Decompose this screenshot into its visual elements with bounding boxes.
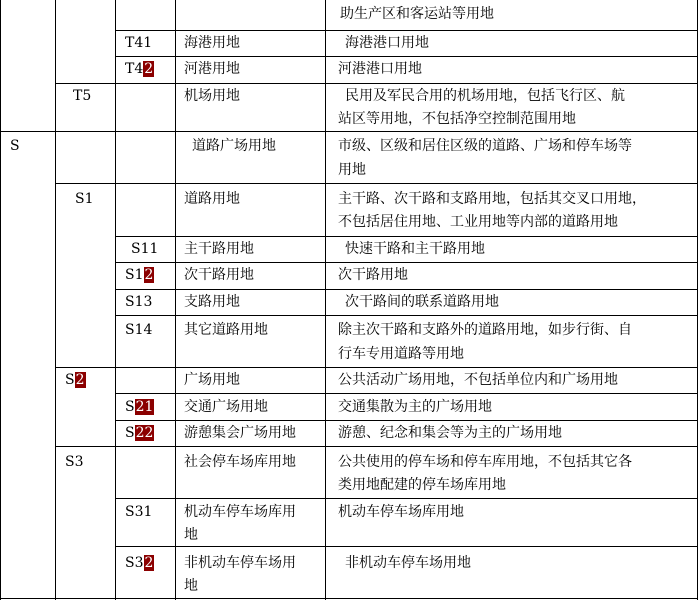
row-description: 助生产区和客运站等用地 [340,6,494,22]
code-level2: S1 [75,191,94,207]
land-use-name: 机场用地 [184,88,240,104]
row-description: 站区等用地，不包括净空控制范围用地 [338,111,576,127]
land-use-name: 非机动车停车场用 [184,555,296,571]
land-use-name: 游憩集会广场用地 [184,425,296,441]
row-description: 主干路、次干路和支路用地，包括其交叉口用地， [338,191,646,207]
row-description: 海港港口用地 [345,35,429,51]
land-use-name: 主干路用地 [184,241,254,257]
land-use-name: 交通广场用地 [184,399,268,415]
row-description: 快速干路和主干路用地 [345,241,485,257]
highlight-mark: 2 [75,372,85,388]
highlight-mark: 2 [144,555,154,571]
land-use-name: 广场用地 [184,372,240,388]
grid-line [115,393,697,394]
grid-line [325,0,326,600]
grid-line [0,0,1,600]
row-description: 市级、区级和居住区级的道路、广场和停车场等 [338,138,632,154]
grid-line [55,0,56,600]
highlight-mark: 21 [135,399,154,415]
code-level2: S2 [65,372,85,388]
grid-line [115,315,697,316]
code-level3: S12 [125,267,154,283]
code-level3: S21 [125,399,154,415]
code-level3: S31 [125,504,153,520]
grid-line [175,0,176,600]
land-use-name: 次干路用地 [184,267,254,283]
land-use-name: 道路广场用地 [192,138,276,154]
highlight-mark: 2 [144,61,154,77]
land-use-name: 其它道路用地 [184,322,268,338]
code-level3: S32 [125,555,154,571]
row-description: 类用地配建的停车场库用地 [338,477,506,493]
code-level3: S14 [125,322,153,338]
code-level3: T41 [125,35,153,51]
row-description: 除主次干路和支路外的道路用地，如步行街、自 [338,322,632,338]
code-level2: S3 [65,454,84,470]
row-description: 次干路间的联系道路用地 [345,294,499,310]
grid-line [0,131,697,132]
code-level3: S13 [125,294,153,310]
grid-line [0,598,697,599]
code-level2: T5 [73,88,92,104]
land-use-name: 社会停车场库用地 [184,454,296,470]
code-level3: S22 [125,425,154,441]
land-use-name: 道路用地 [184,191,240,207]
highlight-mark: 22 [135,425,154,441]
grid-line [115,498,697,499]
row-description: 公共活动广场用地，不包括单位内和广场用地 [338,372,618,388]
row-description: 游憩、纪念和集会等为主的广场用地 [338,425,562,441]
row-description: 公共使用的停车场和停车库用地，不包括其它各 [338,454,632,470]
code-level3: S11 [131,241,159,257]
row-description: 次干路用地 [338,267,408,283]
grid-line [55,446,697,447]
land-use-name: 地 [184,527,198,543]
land-use-name: 地 [184,578,198,594]
row-description: 机动车停车场库用地 [338,504,464,520]
row-description: 交通集散为主的广场用地 [338,399,492,415]
grid-line [55,183,697,184]
row-description: 河港港口用地 [338,61,422,77]
land-use-name: 海港用地 [184,35,240,51]
land-use-name: 支路用地 [184,294,240,310]
grid-line [115,0,116,600]
highlight-mark: 2 [144,267,154,283]
code-level1: S [10,138,20,154]
land-use-name: 机动车停车场库用 [184,504,296,520]
row-description: 用地 [338,162,366,178]
grid-line [115,546,697,547]
land-use-name: 河港用地 [184,61,240,77]
row-description: 民用及军民合用的机场用地，包括飞行区、航 [345,88,625,104]
row-description: 不包括居住用地、工业用地等内部的道路用地 [338,214,618,230]
code-level3: T42 [125,61,154,77]
row-description: 非机动车停车场用地 [345,555,471,571]
row-description: 行车专用道路等用地 [338,346,464,362]
